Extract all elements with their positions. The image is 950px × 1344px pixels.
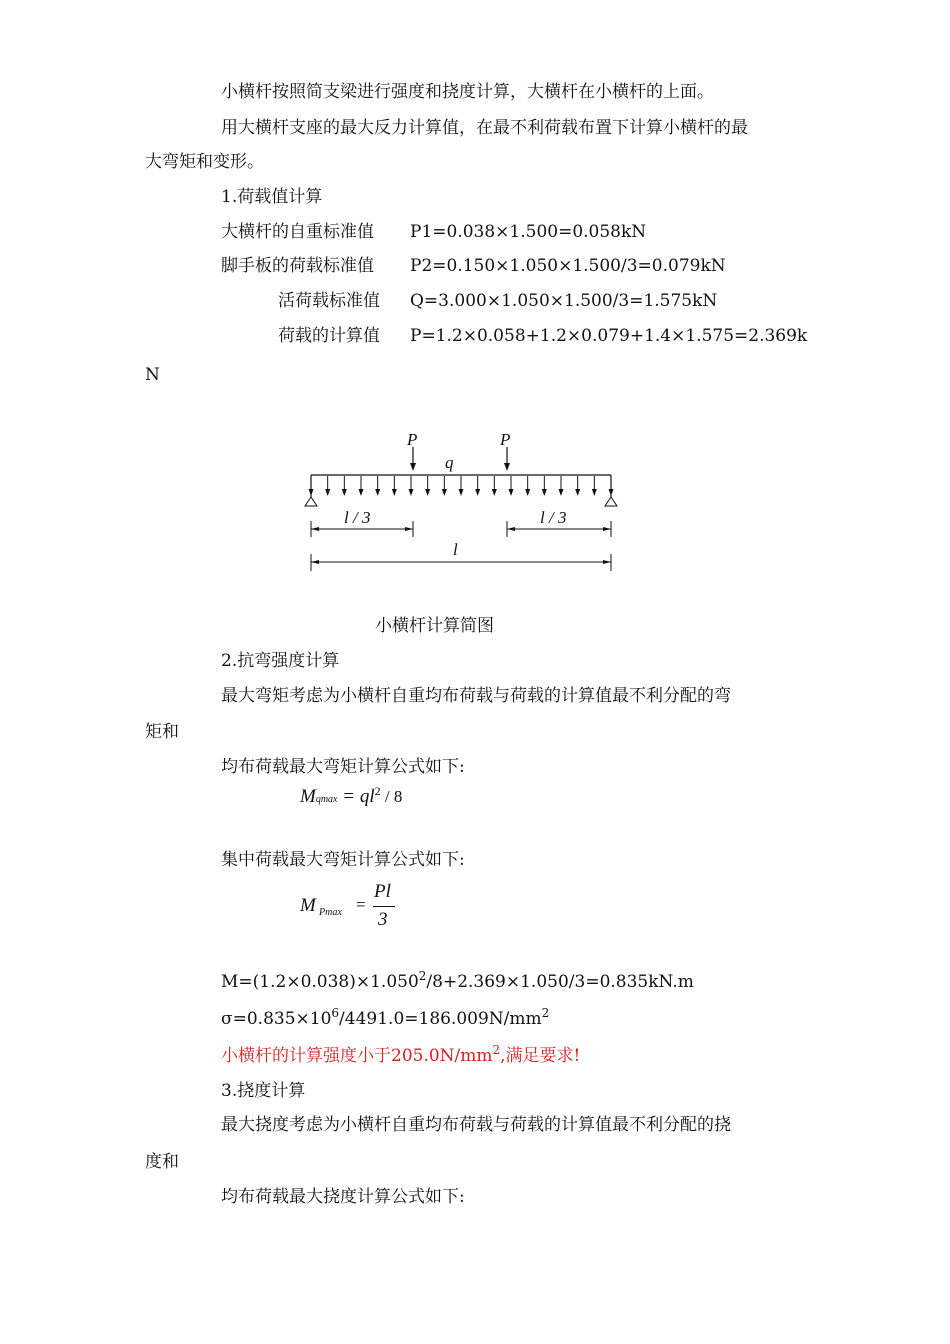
distributed-load-arrowhead [392, 489, 397, 496]
span-label-total: l [453, 540, 458, 559]
section3-heading: 3.挠度计算 [221, 1081, 306, 1101]
distributed-load-arrowhead [509, 489, 514, 496]
formula-equals: = [356, 895, 366, 914]
intro-line-2: 用大横杆支座的最大反力计算值，在最不利荷载布置下计算小横杆的最 [221, 118, 748, 138]
right-support-icon [605, 497, 617, 506]
formula-point-moment [300, 881, 420, 934]
dimension-lines [311, 521, 611, 571]
uniform-moment-label: 均布荷载最大弯矩计算公式如下: [221, 757, 465, 777]
section2-heading: 2.抗弯强度计算 [221, 651, 340, 671]
load-label-p-left: P [407, 430, 418, 449]
distributed-load-arrowhead [609, 489, 614, 496]
section3-text-1: 最大挠度考虑为小横杆自重均布荷载与荷载的计算值最不利分配的挠 [221, 1115, 731, 1135]
load-label-p-right: P [500, 430, 511, 449]
point-moment-label: 集中荷载最大弯矩计算公式如下: [221, 850, 465, 870]
result-exp: 2 [492, 1043, 501, 1057]
moment-calc-exp: 2 [418, 969, 427, 983]
diagram-caption: 小横杆计算简图 [375, 616, 494, 636]
stress-calc-part-1: σ=0.835×10 [221, 1009, 332, 1029]
intro-line-3: 大弯矩和变形。 [145, 152, 264, 172]
moment-calculation [221, 971, 694, 993]
distributed-load-arrowhead [592, 489, 597, 496]
distributed-load-arrowhead [525, 489, 530, 496]
strength-result [221, 1045, 580, 1067]
stress-calculation [221, 1008, 549, 1030]
distributed-load-arrowhead [475, 489, 480, 496]
formula-symbol: M [300, 786, 316, 807]
distributed-load-arrowhead [309, 489, 314, 496]
formula-denominator: 3 [378, 909, 388, 930]
row-label: 活荷载标准值 [278, 291, 380, 311]
row-label: 脚手板的荷载标准值 [221, 256, 374, 276]
row-value: P1=0.038×1.500=0.058kN [410, 222, 647, 242]
result-part-2: ,满足要求! [500, 1046, 581, 1066]
dimension-ticks [311, 527, 611, 564]
distributed-load-arrowhead [375, 489, 380, 496]
section1-heading: 1.荷载值计算 [221, 187, 323, 207]
distributed-load-arrowhead [542, 489, 547, 496]
section3-text-2: 度和 [145, 1152, 179, 1172]
beam-diagram [300, 425, 630, 575]
distributed-load-arrows [309, 476, 614, 496]
stress-calc-exp: 6 [331, 1006, 340, 1020]
load-label-q: q [445, 453, 454, 472]
moment-calc-part-1: M=(1.2×0.038)×1.050 [221, 972, 419, 992]
point-load-left-arrow [410, 447, 416, 471]
distributed-load-arrowhead [575, 489, 580, 496]
stress-calc-part-2: /4491.0=186.009N/mm [339, 1009, 542, 1029]
moment-calc-part-2: /8+2.369×1.050/3=0.835kN.m [426, 972, 694, 992]
row-label: 荷载的计算值 [278, 326, 380, 346]
intro-line-1: 小横杆按照简支梁进行强度和挠度计算，大横杆在小横杆的上面。 [221, 82, 714, 102]
distributed-load-arrowhead [425, 489, 430, 496]
formula-numerator: Pl [374, 881, 391, 902]
stress-calc-exp-2: 2 [541, 1006, 550, 1020]
left-support-icon [305, 497, 317, 506]
formula-subscript: Pmax [319, 907, 342, 918]
formula-rhs: = ql [342, 786, 375, 807]
span-label-left: l / 3 [344, 508, 371, 527]
formula-symbol: M [300, 895, 316, 916]
distributed-load-arrowhead [442, 489, 447, 496]
result-part-1: 小横杆的计算强度小于205.0N/mm [221, 1046, 493, 1066]
formula-tail: / 8 [380, 787, 403, 806]
row-wrap: N [145, 365, 160, 385]
fraction-bar [373, 906, 395, 907]
distributed-load-arrowhead [409, 489, 414, 496]
section2-text-1: 最大弯矩考虑为小横杆自重均布荷载与荷载的计算值最不利分配的弯 [221, 686, 731, 706]
formula-uniform-moment [300, 786, 402, 808]
distributed-load-arrowhead [359, 489, 364, 496]
row-value: Q=3.000×1.050×1.500/3=1.575kN [410, 291, 718, 311]
section2-text-2: 矩和 [145, 722, 179, 742]
formula-subscript: qmax [315, 794, 338, 805]
distributed-load-arrowhead [342, 489, 347, 496]
span-label-right: l / 3 [540, 508, 567, 527]
row-value: P=1.2×0.058+1.2×0.079+1.4×1.575=2.369k [410, 326, 808, 346]
row-label: 大横杆的自重标准值 [221, 222, 374, 242]
distributed-load-arrowhead [559, 489, 564, 496]
distributed-load-arrowhead [325, 489, 330, 496]
row-value: P2=0.150×1.050×1.500/3=0.079kN [410, 256, 726, 276]
point-load-right-arrow [504, 447, 510, 471]
uniform-deflection-label: 均布荷载最大挠度计算公式如下: [221, 1187, 465, 1207]
distributed-load-arrowhead [459, 489, 464, 496]
distributed-load-arrowhead [492, 489, 497, 496]
formula-exponent: 2 [374, 784, 381, 798]
